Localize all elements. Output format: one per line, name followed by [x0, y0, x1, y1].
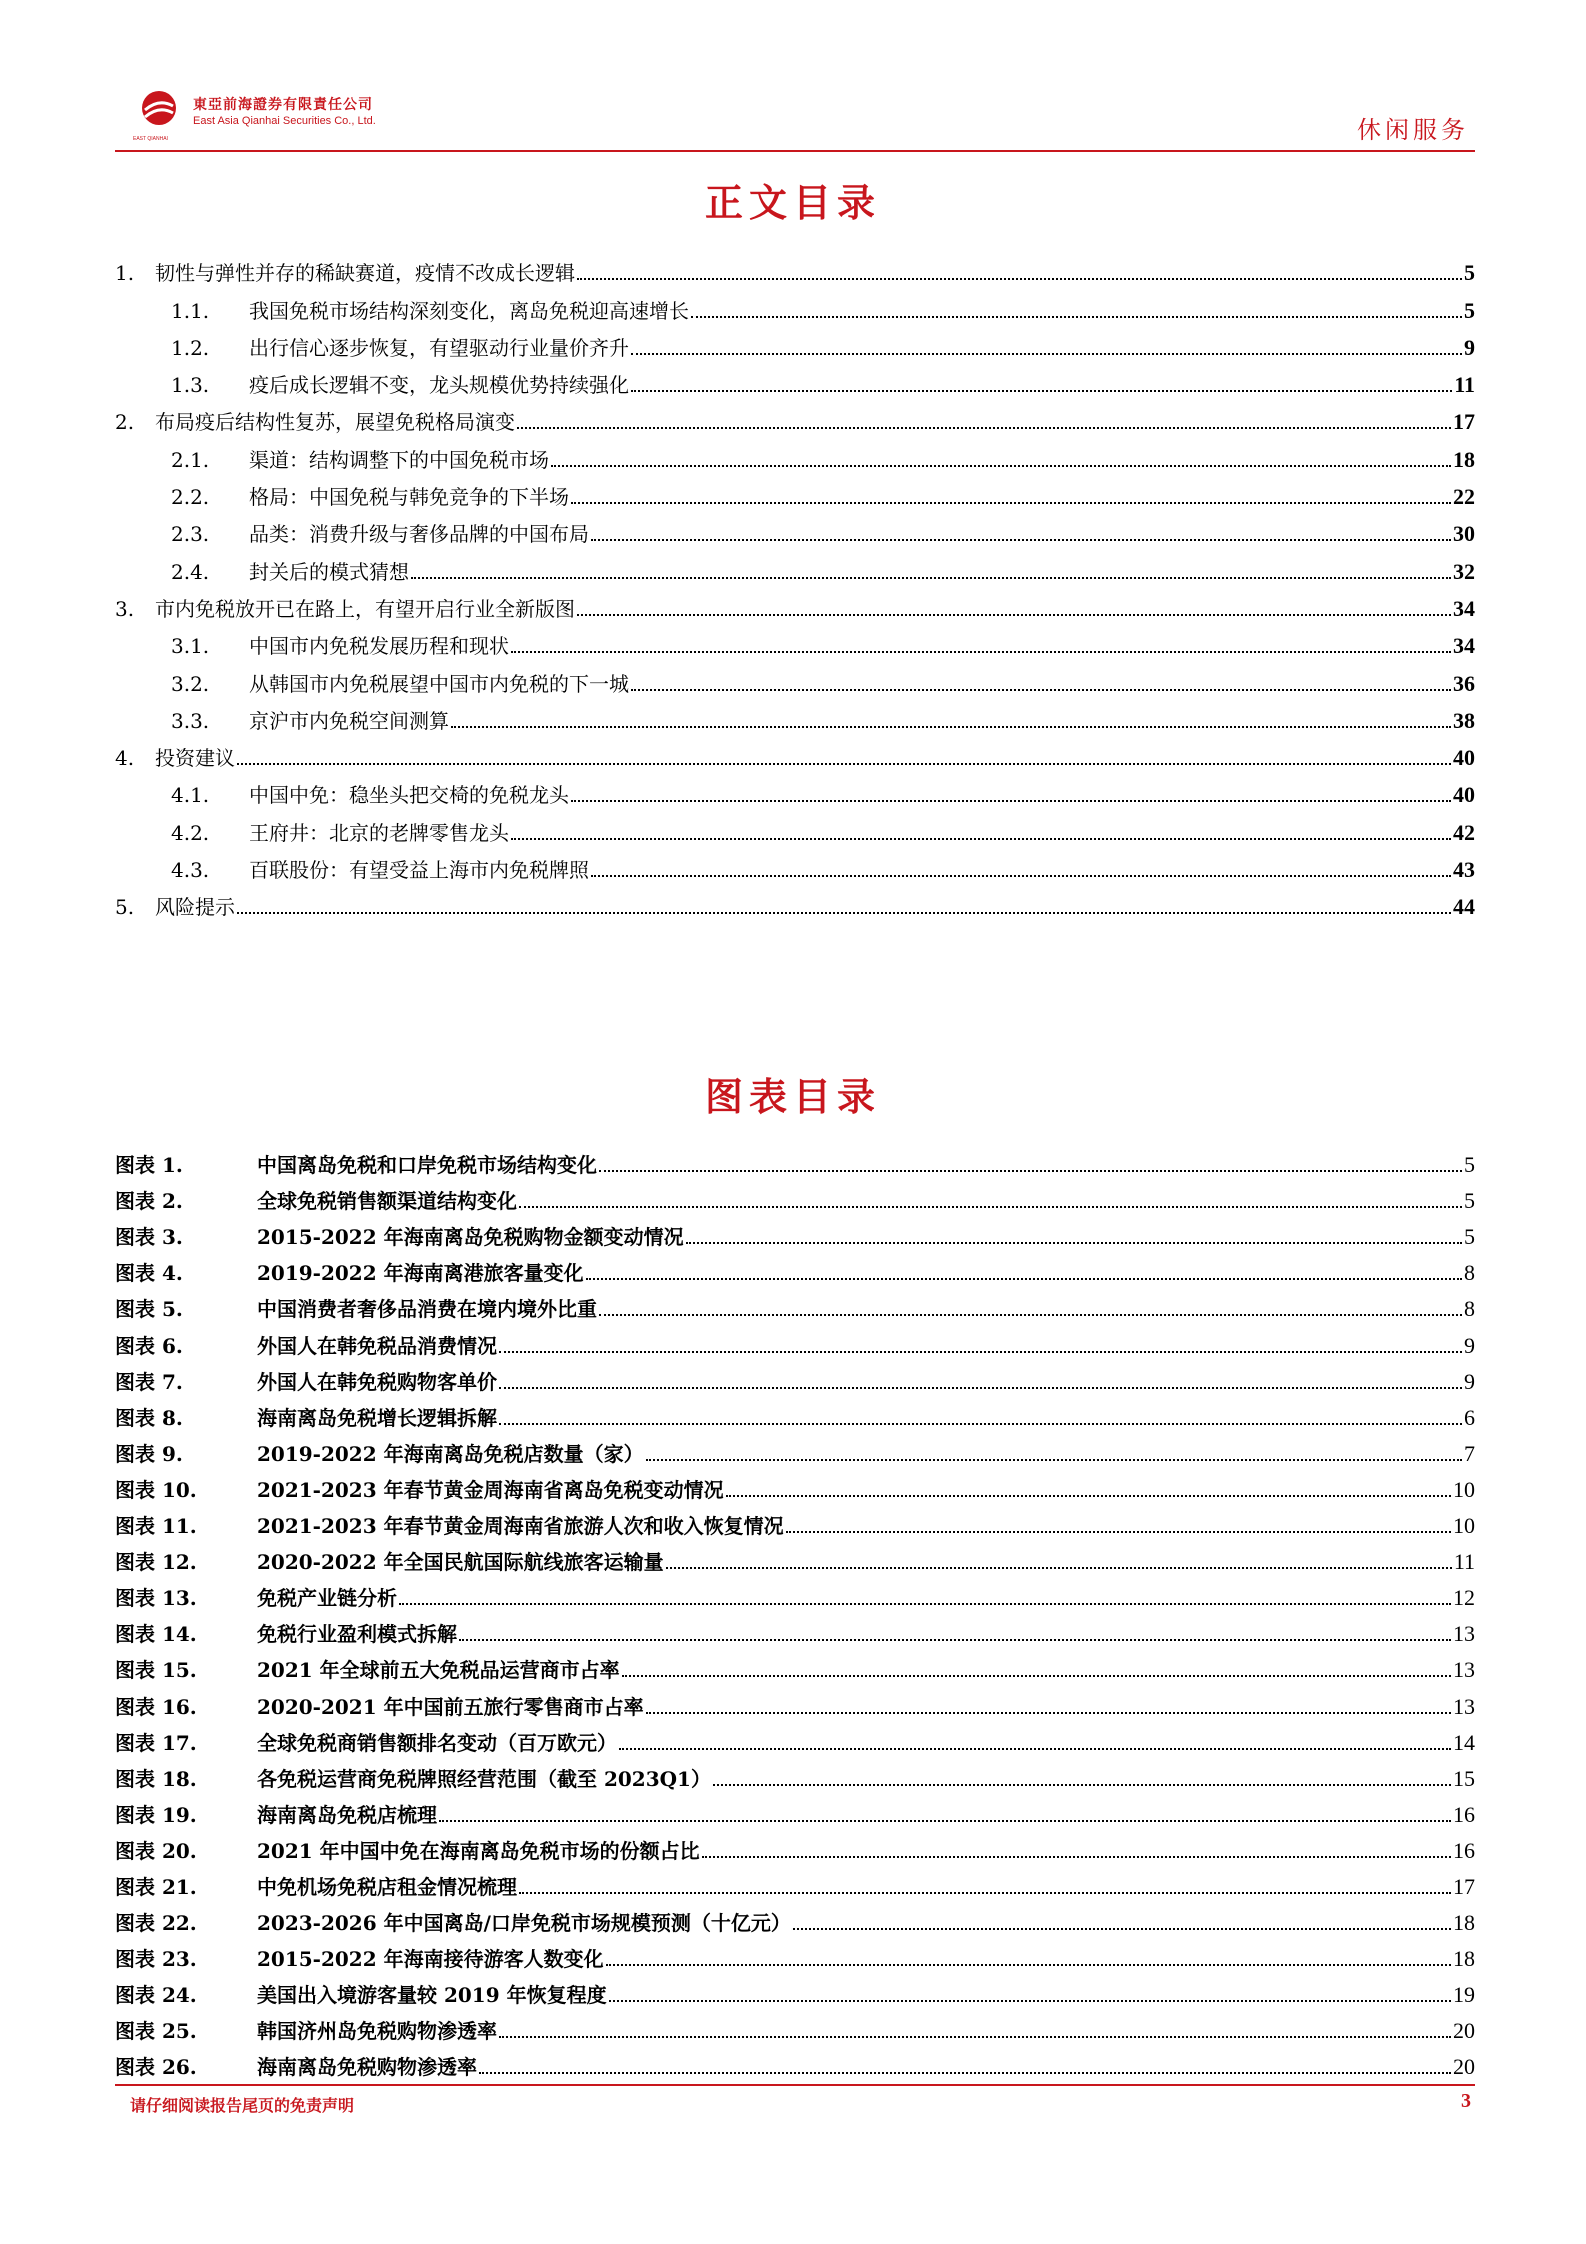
figure-entry[interactable] — [115, 1614, 1475, 1650]
dot-leader — [577, 278, 1462, 280]
toc-entry[interactable] — [115, 513, 1475, 550]
figure-entry-label: 图表 8. — [115, 1405, 183, 1430]
figure-entry-label: 图表 16. — [115, 1694, 197, 1719]
dot-leader — [571, 800, 1451, 802]
figure-entry-title: 2021-2023 年春节黄金周海南省离岛免税变动情况 — [257, 1477, 724, 1502]
figure-entry-page: 18 — [1453, 1910, 1475, 1936]
figure-entry[interactable] — [115, 1470, 1475, 1506]
figure-entry-title: 免税产业链分析 — [257, 1586, 397, 1611]
figure-entry-page: 8 — [1464, 1296, 1475, 1322]
toc-entry-title: 风险提示 — [155, 895, 235, 920]
dot-leader — [439, 1820, 1451, 1822]
toc-entry-page: 5 — [1464, 297, 1475, 323]
disclaimer-text: 请仔细阅读报告尾页的免责声明 — [130, 2096, 355, 2115]
dot-leader — [631, 353, 1462, 355]
figure-entry-label: 图表 19. — [115, 1802, 197, 1827]
toc-entry-page: 30 — [1453, 521, 1475, 547]
toc-entry-title: 品类：消费升级与奢侈品牌的中国布局 — [249, 522, 589, 547]
toc-entry-page: 17 — [1453, 409, 1475, 435]
dot-leader — [686, 1242, 1462, 1244]
toc-entry-number: 4. — [115, 746, 135, 771]
toc-entry[interactable] — [115, 588, 1475, 625]
dot-leader — [237, 763, 1451, 765]
figure-entry[interactable] — [115, 1362, 1475, 1398]
dot-leader — [631, 390, 1452, 392]
toc-entry-number: 3.1. — [171, 634, 210, 659]
figure-entry-page: 8 — [1464, 1260, 1475, 1286]
figure-entry[interactable] — [115, 1398, 1475, 1434]
header-divider — [115, 150, 1475, 152]
footer-divider — [115, 2084, 1475, 2086]
toc-entry-number: 2.4. — [171, 559, 210, 584]
figure-entry-title: 外国人在韩免税购物客单价 — [257, 1369, 497, 1394]
dot-leader — [586, 1278, 1462, 1280]
figure-entry[interactable] — [115, 2011, 1475, 2047]
dot-leader — [499, 1423, 1462, 1425]
toc-entry-page: 40 — [1453, 745, 1475, 771]
figure-entry-label: 图表 22. — [115, 1911, 197, 1936]
toc-entry[interactable] — [115, 364, 1475, 401]
figure-entry-page: 5 — [1464, 1188, 1475, 1214]
dot-leader — [786, 1531, 1451, 1533]
toc-entry-page: 34 — [1453, 595, 1475, 621]
figure-entry-page: 6 — [1464, 1404, 1475, 1430]
toc-entry-page: 44 — [1453, 894, 1475, 920]
dot-leader — [619, 1748, 1451, 1750]
figure-entry[interactable] — [115, 1325, 1475, 1361]
figure-entry-title: 2015-2022 年海南离岛免税购物金额变动情况 — [257, 1225, 684, 1250]
toc-entry[interactable] — [115, 886, 1475, 923]
figure-entry-page: 20 — [1453, 2054, 1475, 2080]
dot-leader — [459, 1639, 1451, 1641]
figure-entry-label: 图表 15. — [115, 1658, 197, 1683]
figure-entry-title: 中国离岛免税和口岸免税市场结构变化 — [257, 1153, 597, 1178]
figure-entry-title: 2019-2022 年海南离岛免税店数量（家） — [257, 1441, 644, 1466]
figure-entry[interactable] — [115, 1650, 1475, 1686]
figure-entry[interactable] — [115, 1795, 1475, 1831]
toc-entry-title: 京沪市内免税空间测算 — [249, 708, 449, 733]
figure-entry-page: 11 — [1453, 1549, 1475, 1575]
figure-entry-label: 图表 6. — [115, 1333, 183, 1358]
figure-entry-title: 2020-2021 年中国前五旅行零售商市占率 — [257, 1694, 644, 1719]
figure-entry[interactable] — [115, 1253, 1475, 1289]
figure-entry-page: 9 — [1464, 1368, 1475, 1394]
figure-entry-label: 图表 5. — [115, 1297, 183, 1322]
figure-entry-page: 13 — [1453, 1657, 1475, 1683]
figure-entry-page: 10 — [1453, 1476, 1475, 1502]
figure-entry[interactable] — [115, 1542, 1475, 1578]
toc-entry-number: 2. — [115, 410, 135, 435]
figure-entry[interactable] — [115, 1867, 1475, 1903]
toc-entry[interactable] — [115, 811, 1475, 848]
dot-leader — [451, 726, 1451, 728]
figure-entry-title: 中免机场免税店租金情况梳理 — [257, 1874, 517, 1899]
dot-leader — [726, 1495, 1451, 1497]
toc-entry-page: 22 — [1453, 484, 1475, 510]
toc-entry[interactable] — [115, 849, 1475, 886]
figure-entry-page: 5 — [1464, 1224, 1475, 1250]
dot-leader — [702, 1856, 1451, 1858]
toc-entry[interactable] — [115, 625, 1475, 662]
toc-entry-number: 3.3. — [171, 708, 210, 733]
figure-entry-label: 图表 10. — [115, 1477, 197, 1502]
toc-entry-title: 布局疫后结构性复苏，展望免税格局演变 — [155, 410, 515, 435]
dot-leader — [666, 1567, 1452, 1569]
figure-entry-label: 图表 12. — [115, 1550, 197, 1575]
toc-entry[interactable] — [115, 438, 1475, 475]
dot-leader — [591, 875, 1451, 877]
figure-entry-label: 图表 11. — [115, 1514, 197, 1539]
toc-entry-number: 4.3. — [171, 858, 210, 883]
industry-label: 休闲服务 — [1357, 116, 1469, 144]
figure-entry-title: 海南离岛免税店梳理 — [257, 1802, 437, 1827]
dot-leader — [519, 1206, 1462, 1208]
figure-entry-label: 图表 2. — [115, 1189, 183, 1214]
figure-entry-page: 15 — [1453, 1765, 1475, 1791]
figure-entry-title: 2021-2023 年春节黄金周海南省旅游人次和收入恢复情况 — [257, 1514, 784, 1539]
figure-entry[interactable] — [115, 2047, 1475, 2083]
figure-entry-title: 2020-2022 年全国民航国际航线旅客运输量 — [257, 1550, 664, 1575]
toc-entry-number: 1.1. — [171, 298, 210, 323]
dot-leader — [609, 2000, 1451, 2002]
toc-entry-number: 5. — [115, 895, 135, 920]
toc-entry-page: 9 — [1464, 334, 1475, 360]
toc-entry-title: 王府井：北京的老牌零售龙头 — [249, 820, 509, 845]
logo-small-text: EAST QIANHAI — [133, 136, 168, 142]
figure-entry-title: 外国人在韩免税品消费情况 — [257, 1333, 497, 1358]
dot-leader — [511, 838, 1451, 840]
toc-list — [115, 252, 1475, 923]
figure-entry-page: 17 — [1453, 1873, 1475, 1899]
figure-entry-page: 19 — [1453, 1982, 1475, 2008]
figure-entry-title: 2021 年中国中免在海南离岛免税市场的份额占比 — [257, 1838, 700, 1863]
dot-leader — [691, 316, 1462, 318]
figure-entry[interactable] — [115, 1903, 1475, 1939]
toc-entry[interactable] — [115, 737, 1475, 774]
figure-entry-page: 20 — [1453, 2018, 1475, 2044]
figure-entry-page: 9 — [1464, 1332, 1475, 1358]
dot-leader — [237, 912, 1451, 914]
toc-entry-page: 43 — [1453, 857, 1475, 883]
toc-entry-page: 38 — [1453, 707, 1475, 733]
dot-leader — [599, 1314, 1462, 1316]
figure-entry-page: 13 — [1453, 1693, 1475, 1719]
figure-entry-page: 16 — [1453, 1801, 1475, 1827]
figure-entry-label: 图表 17. — [115, 1730, 197, 1755]
dot-leader — [622, 1675, 1451, 1677]
toc-entry-title: 中国市内免税发展历程和现状 — [249, 634, 509, 659]
toc-entry[interactable] — [115, 662, 1475, 699]
figure-entry-label: 图表 13. — [115, 1586, 197, 1611]
figure-entry-label: 图表 18. — [115, 1766, 197, 1791]
toc-entry[interactable] — [115, 252, 1475, 289]
toc-entry-number: 1. — [115, 261, 135, 286]
figure-entry[interactable] — [115, 1723, 1475, 1759]
figure-entry-title: 韩国济州岛免税购物渗透率 — [257, 2019, 497, 2044]
dot-leader — [571, 502, 1451, 504]
figure-entry-label: 图表 1. — [115, 1153, 183, 1178]
figures-list — [115, 1145, 1475, 2083]
figure-entry[interactable] — [115, 1434, 1475, 1470]
figure-entry[interactable] — [115, 1181, 1475, 1217]
figure-entry-title: 各免税运营商免税牌照经营范围（截至 2023Q1） — [257, 1766, 711, 1791]
dot-leader — [606, 1964, 1451, 1966]
figure-entry[interactable] — [115, 1759, 1475, 1795]
company-name-en: East Asia Qianhai Securities Co., Ltd. — [193, 115, 376, 127]
toc-entry-number: 3. — [115, 596, 135, 621]
figure-entry-title: 2023-2026 年中国离岛/口岸免税市场规模预测（十亿元） — [257, 1911, 791, 1936]
toc-entry-title: 投资建议 — [155, 746, 235, 771]
company-logo-icon — [139, 88, 179, 136]
figure-entry-title: 2019-2022 年海南离港旅客量变化 — [257, 1261, 584, 1286]
toc-entry-title: 百联股份：有望受益上海市内免税牌照 — [249, 858, 589, 883]
figure-entry-title: 美国出入境游客量较 2019 年恢复程度 — [257, 1983, 607, 2008]
toc-entry-number: 1.3. — [171, 373, 210, 398]
dot-leader — [631, 689, 1451, 691]
toc-title: 正文目录 — [704, 181, 881, 225]
figure-entry-label: 图表 4. — [115, 1261, 183, 1286]
toc-entry[interactable] — [115, 401, 1475, 438]
dot-leader — [499, 2036, 1451, 2038]
toc-entry-number: 4.1. — [171, 783, 210, 808]
figure-entry-title: 中国消费者奢侈品消费在境内境外比重 — [257, 1297, 597, 1322]
toc-entry[interactable] — [115, 550, 1475, 587]
dot-leader — [519, 1892, 1451, 1894]
toc-entry-title: 从韩国市内免税展望中国市内免税的下一城 — [249, 671, 629, 696]
figure-entry-page: 10 — [1453, 1513, 1475, 1539]
dot-leader — [599, 1170, 1462, 1172]
figure-entry-title: 全球免税商销售额排名变动（百万欧元） — [257, 1730, 617, 1755]
toc-entry-page: 11 — [1454, 372, 1475, 398]
figure-entry[interactable] — [115, 1217, 1475, 1253]
dot-leader — [479, 2072, 1451, 2074]
figure-entry-label: 图表 9. — [115, 1441, 183, 1466]
toc-entry-number: 2.1. — [171, 447, 210, 472]
toc-entry-number: 3.2. — [171, 671, 210, 696]
figure-entry-label: 图表 26. — [115, 2055, 197, 2080]
figure-entry[interactable] — [115, 1506, 1475, 1542]
dot-leader — [713, 1784, 1451, 1786]
dot-leader — [646, 1712, 1451, 1714]
figure-entry-page: 7 — [1464, 1440, 1475, 1466]
figure-entry-page: 13 — [1453, 1621, 1475, 1647]
dot-leader — [511, 651, 1451, 653]
dot-leader — [399, 1603, 1451, 1605]
toc-entry-title: 韧性与弹性并存的稀缺赛道，疫情不改成长逻辑 — [155, 261, 575, 286]
figure-entry[interactable] — [115, 1831, 1475, 1867]
figure-entry-label: 图表 23. — [115, 1947, 197, 1972]
figure-entry-label: 图表 25. — [115, 2019, 197, 2044]
toc-entry-number: 2.3. — [171, 522, 210, 547]
toc-entry-title: 封关后的模式猜想 — [249, 559, 409, 584]
page-header — [115, 88, 1475, 148]
figure-entry-title: 2015-2022 年海南接待游客人数变化 — [257, 1947, 604, 1972]
toc-entry-title: 我国免税市场结构深刻变化，离岛免税迎高速增长 — [249, 298, 689, 323]
figure-entry[interactable] — [115, 1975, 1475, 2011]
toc-entry[interactable] — [115, 774, 1475, 811]
figure-entry[interactable] — [115, 1145, 1475, 1181]
toc-entry-page: 32 — [1453, 558, 1475, 584]
dot-leader — [793, 1928, 1451, 1930]
toc-entry-page: 5 — [1464, 260, 1475, 286]
figure-entry-page: 14 — [1453, 1729, 1475, 1755]
figure-entry-page: 12 — [1453, 1585, 1475, 1611]
toc-entry-title: 疫后成长逻辑不变，龙头规模优势持续强化 — [249, 373, 629, 398]
figure-entry-label: 图表 20. — [115, 1838, 197, 1863]
figure-entry-label: 图表 3. — [115, 1225, 183, 1250]
figure-entry-page: 18 — [1453, 1946, 1475, 1972]
figure-entry-title: 2021 年全球前五大免税品运营商市占率 — [257, 1658, 620, 1683]
dot-leader — [646, 1459, 1462, 1461]
toc-entry-title: 中国中免：稳坐头把交椅的免税龙头 — [249, 783, 569, 808]
figure-entry[interactable] — [115, 1686, 1475, 1722]
figure-entry-title: 免税行业盈利模式拆解 — [257, 1622, 457, 1647]
dot-leader — [411, 577, 1451, 579]
toc-entry-title: 市内免税放开已在路上，有望开启行业全新版图 — [155, 596, 575, 621]
toc-entry-number: 2.2. — [171, 485, 210, 510]
dot-leader — [499, 1387, 1462, 1389]
figure-entry-title: 海南离岛免税购物渗透率 — [257, 2055, 477, 2080]
figure-entry-title: 全球免税销售额渠道结构变化 — [257, 1189, 517, 1214]
toc-entry-page: 18 — [1453, 446, 1475, 472]
toc-entry-page: 42 — [1453, 819, 1475, 845]
figure-entry-page: 5 — [1464, 1152, 1475, 1178]
dot-leader — [517, 427, 1451, 429]
toc-entry-title: 出行信心逐步恢复，有望驱动行业量价齐升 — [249, 335, 629, 360]
figure-entry-title: 海南离岛免税增长逻辑拆解 — [257, 1405, 497, 1430]
figures-title: 图表目录 — [704, 1075, 881, 1119]
figure-entry[interactable] — [115, 1289, 1475, 1325]
company-name-cn: 東亞前海證券有限責任公司 — [193, 97, 373, 113]
figure-entry-label: 图表 14. — [115, 1622, 197, 1647]
dot-leader — [577, 614, 1451, 616]
toc-entry-title: 格局：中国免税与韩免竞争的下半场 — [249, 485, 569, 510]
toc-entry[interactable] — [115, 327, 1475, 364]
dot-leader — [551, 465, 1451, 467]
toc-entry-page: 36 — [1453, 670, 1475, 696]
figure-entry-label: 图表 7. — [115, 1369, 183, 1394]
toc-entry-title: 渠道：结构调整下的中国免税市场 — [249, 447, 549, 472]
page-number: 3 — [1461, 2090, 1471, 2112]
toc-entry-number: 4.2. — [171, 820, 210, 845]
toc-entry-page: 40 — [1453, 782, 1475, 808]
toc-entry-page: 34 — [1453, 633, 1475, 659]
figure-entry-page: 16 — [1453, 1837, 1475, 1863]
dot-leader — [591, 539, 1451, 541]
figure-entry[interactable] — [115, 1939, 1475, 1975]
figure-entry-label: 图表 21. — [115, 1874, 197, 1899]
toc-entry[interactable] — [115, 289, 1475, 326]
toc-entry[interactable] — [115, 700, 1475, 737]
toc-entry[interactable] — [115, 476, 1475, 513]
toc-entry-number: 1.2. — [171, 335, 210, 360]
figure-entry[interactable] — [115, 1578, 1475, 1614]
figure-entry-label: 图表 24. — [115, 1983, 197, 2008]
dot-leader — [499, 1351, 1462, 1353]
